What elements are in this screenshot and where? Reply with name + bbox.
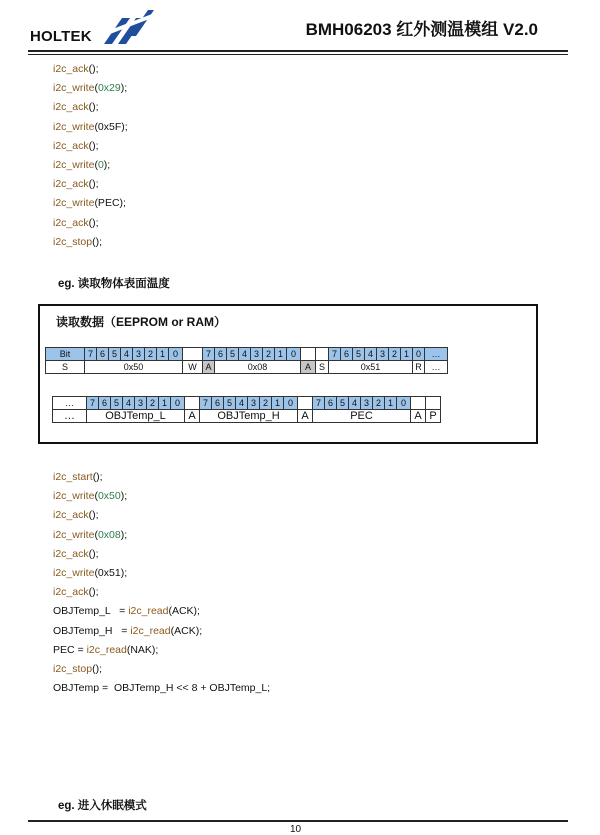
- bit-header-cell: 5: [227, 348, 239, 361]
- page-number: 10: [290, 824, 302, 835]
- header-rule-thin: [28, 54, 568, 55]
- code-line: [53, 79, 128, 98]
- bit-header-cell: 2: [389, 348, 401, 361]
- bit-header-cell: 5: [337, 397, 349, 410]
- code-token: i2c_read: [86, 643, 127, 656]
- pec-cell: PEC: [313, 410, 411, 423]
- bit-header-cell: 1: [157, 348, 169, 361]
- bit-header-cell: 7: [203, 348, 215, 361]
- code-token: 0: [97, 159, 104, 172]
- code-token: OBJTemp_L =: [53, 605, 129, 618]
- code-line: [53, 156, 128, 175]
- code-token: ();: [92, 471, 103, 483]
- bit-header-cell: [185, 397, 200, 410]
- ack-cell: A: [411, 410, 426, 423]
- read-address-cell: 0x51: [329, 361, 413, 374]
- code-token: (0x5F);: [94, 120, 128, 133]
- command-byte-cell: 0x08: [215, 361, 301, 374]
- bit-header-cell: …: [425, 348, 448, 361]
- bit-header-cell: 7: [200, 397, 212, 410]
- code-line: [53, 641, 270, 660]
- stop-bit-cell: P: [426, 410, 441, 423]
- bit-header-cell: 4: [239, 348, 251, 361]
- example-heading-read-temperature: eg. 读取物体表面温度: [58, 278, 170, 290]
- write-bit-cell: W: [183, 361, 203, 374]
- bit-header-cell: 6: [212, 397, 224, 410]
- code-token: (NAK);: [126, 643, 159, 656]
- bit-header-cell: 2: [260, 397, 272, 410]
- document-title: BMH06203 红外测温模组 V2.0: [305, 20, 538, 39]
- code-token: i2c_stop: [53, 235, 93, 248]
- code-token: i2c_write: [53, 567, 95, 580]
- code-token: (: [94, 159, 98, 172]
- code-line: [53, 175, 128, 194]
- bit-header-cell: 3: [251, 348, 263, 361]
- bit-header-cell: 5: [224, 397, 236, 410]
- code-line: [53, 214, 128, 233]
- logo-mark-icon: [100, 6, 156, 46]
- bit-header-cell: 5: [111, 397, 123, 410]
- bit-header-cell: 6: [325, 397, 337, 410]
- bit-header-cell: 2: [263, 348, 275, 361]
- bit-header-cell: [316, 348, 329, 361]
- code-token: i2c_ack: [53, 139, 89, 152]
- code-token: i2c_ack: [53, 586, 89, 599]
- code-line: [53, 679, 270, 698]
- code-token: ();: [88, 178, 99, 191]
- code-token: ();: [92, 235, 103, 248]
- code-token: );: [120, 490, 128, 503]
- code-token: ();: [88, 547, 99, 560]
- bit-header-cell: …: [53, 397, 87, 410]
- code-token: ();: [88, 586, 99, 599]
- code-token: ();: [88, 101, 99, 114]
- objtemp-high-cell: OBJTemp_H: [200, 410, 298, 423]
- code-token: (0x51);: [94, 567, 128, 580]
- code-line: [53, 487, 270, 506]
- code-token: i2c_write: [53, 197, 95, 210]
- bit-header-cell: 3: [377, 348, 389, 361]
- holtek-logo: [30, 6, 160, 46]
- bit-header-cell: 6: [97, 348, 109, 361]
- bit-header-cell: 1: [275, 348, 287, 361]
- code-token: i2c_ack: [53, 63, 89, 75]
- code-token: i2c_write: [53, 120, 95, 133]
- ack-cell: A: [185, 410, 200, 423]
- bit-header-cell: [411, 397, 426, 410]
- bit-header-cell: 1: [159, 397, 171, 410]
- code-token: (: [94, 490, 98, 503]
- bit-header-cell: 0: [287, 348, 301, 361]
- code-token: ();: [88, 139, 99, 152]
- bit-header-cell: Bit: [46, 348, 85, 361]
- code-line: [53, 194, 128, 213]
- code-line: [53, 506, 270, 525]
- code-token: i2c_write: [53, 82, 95, 95]
- code-token: 0x50: [97, 490, 121, 503]
- code-block-read: [53, 468, 270, 698]
- example-heading-sleep-mode: eg. 进入休眠模式: [58, 800, 147, 812]
- bit-header-cell: 0: [169, 348, 183, 361]
- code-token: ();: [88, 216, 99, 229]
- bit-header-cell: 4: [349, 397, 361, 410]
- bit-header-cell: [426, 397, 441, 410]
- code-token: );: [103, 159, 111, 172]
- code-token: i2c_ack: [53, 547, 89, 560]
- bit-header-cell: 4: [365, 348, 377, 361]
- code-token: (: [94, 528, 98, 541]
- bit-header-cell: [301, 348, 316, 361]
- code-line: [53, 545, 270, 564]
- code-token: i2c_write: [53, 528, 95, 541]
- ellipsis-cell: …: [425, 361, 448, 374]
- bit-header-cell: 6: [215, 348, 227, 361]
- bit-header-cell: [298, 397, 313, 410]
- bit-header-cell: 3: [135, 397, 147, 410]
- ack-cell: A: [298, 410, 313, 423]
- code-line: [53, 660, 270, 679]
- code-token: ();: [88, 509, 99, 522]
- bit-header-cell: 3: [133, 348, 145, 361]
- ack-cell: A: [203, 361, 215, 374]
- bit-header-cell: 0: [397, 397, 411, 410]
- header-rule: [28, 50, 568, 52]
- code-token: i2c_ack: [53, 178, 89, 191]
- ellipsis-cell: …: [53, 410, 87, 423]
- bit-header-cell: 2: [373, 397, 385, 410]
- code-token: i2c_write: [53, 490, 95, 503]
- bit-header-cell: 1: [401, 348, 413, 361]
- bit-header-cell: 1: [272, 397, 284, 410]
- bit-header-cell: 5: [353, 348, 365, 361]
- code-line: [53, 118, 128, 137]
- bit-table-address: [45, 347, 448, 374]
- bit-header-cell: 3: [248, 397, 260, 410]
- code-line: [53, 564, 270, 583]
- code-line: [53, 602, 270, 621]
- logo-text: HOLTEK: [30, 28, 92, 45]
- code-token: i2c_read: [128, 605, 169, 618]
- code-line: [53, 583, 270, 602]
- code-token: ();: [92, 663, 103, 676]
- bit-header-cell: 7: [87, 397, 99, 410]
- bit-header-cell: 6: [341, 348, 353, 361]
- code-token: (: [94, 82, 98, 95]
- bit-header-cell: 0: [284, 397, 298, 410]
- code-token: PEC =: [53, 643, 87, 656]
- bit-header-cell: 7: [313, 397, 325, 410]
- objtemp-low-cell: OBJTemp_L: [87, 410, 185, 423]
- bit-header-cell: 4: [236, 397, 248, 410]
- footer-rule: [28, 820, 568, 822]
- code-token: OBJTemp_H =: [53, 624, 131, 637]
- code-block-write: [53, 60, 128, 252]
- code-token: i2c_write: [53, 159, 95, 172]
- code-token: (PEC);: [94, 197, 126, 210]
- read-data-frame: [38, 304, 538, 444]
- code-token: i2c_read: [130, 624, 171, 637]
- code-token: (ACK);: [168, 605, 200, 618]
- code-line: [53, 98, 128, 117]
- code-line: [53, 468, 270, 487]
- bit-header-cell: 3: [361, 397, 373, 410]
- code-token: OBJTemp = OBJTemp_H << 8 + OBJTemp_L;: [53, 682, 271, 695]
- bit-header-cell: 0: [171, 397, 185, 410]
- code-token: i2c_stop: [53, 663, 93, 676]
- code-token: 0x08: [97, 528, 121, 541]
- code-line: [53, 526, 270, 545]
- code-line: [53, 60, 128, 79]
- ack-cell: A: [301, 361, 316, 374]
- bit-header-cell: [183, 348, 203, 361]
- restart-bit-cell: S: [316, 361, 329, 374]
- code-line: [53, 622, 270, 641]
- bit-header-cell: 2: [147, 397, 159, 410]
- code-token: );: [120, 528, 128, 541]
- bit-header-cell: 7: [85, 348, 97, 361]
- bit-header-cell: 1: [385, 397, 397, 410]
- frame-title: 读取数据（EEPROM or RAM）: [56, 315, 227, 329]
- code-line: [53, 233, 128, 252]
- bit-header-cell: 7: [329, 348, 341, 361]
- start-bit-cell: S: [46, 361, 85, 374]
- code-token: i2c_ack: [53, 216, 89, 229]
- code-token: (ACK);: [170, 624, 203, 637]
- bit-header-cell: 4: [123, 397, 135, 410]
- bit-table-data: [52, 396, 441, 423]
- bit-header-cell: 5: [109, 348, 121, 361]
- code-token: i2c_ack: [53, 101, 89, 114]
- bit-header-cell: 6: [99, 397, 111, 410]
- code-token: i2c_start: [53, 471, 93, 483]
- read-bit-cell: R: [413, 361, 425, 374]
- code-token: );: [120, 82, 128, 95]
- bit-header-cell: 2: [145, 348, 157, 361]
- bit-header-cell: 0: [413, 348, 425, 361]
- address-byte-cell: 0x50: [85, 361, 183, 374]
- bit-header-cell: 4: [121, 348, 133, 361]
- code-token: ();: [88, 63, 99, 75]
- code-line: [53, 137, 128, 156]
- code-token: 0x29: [97, 82, 121, 95]
- code-token: i2c_ack: [53, 509, 89, 522]
